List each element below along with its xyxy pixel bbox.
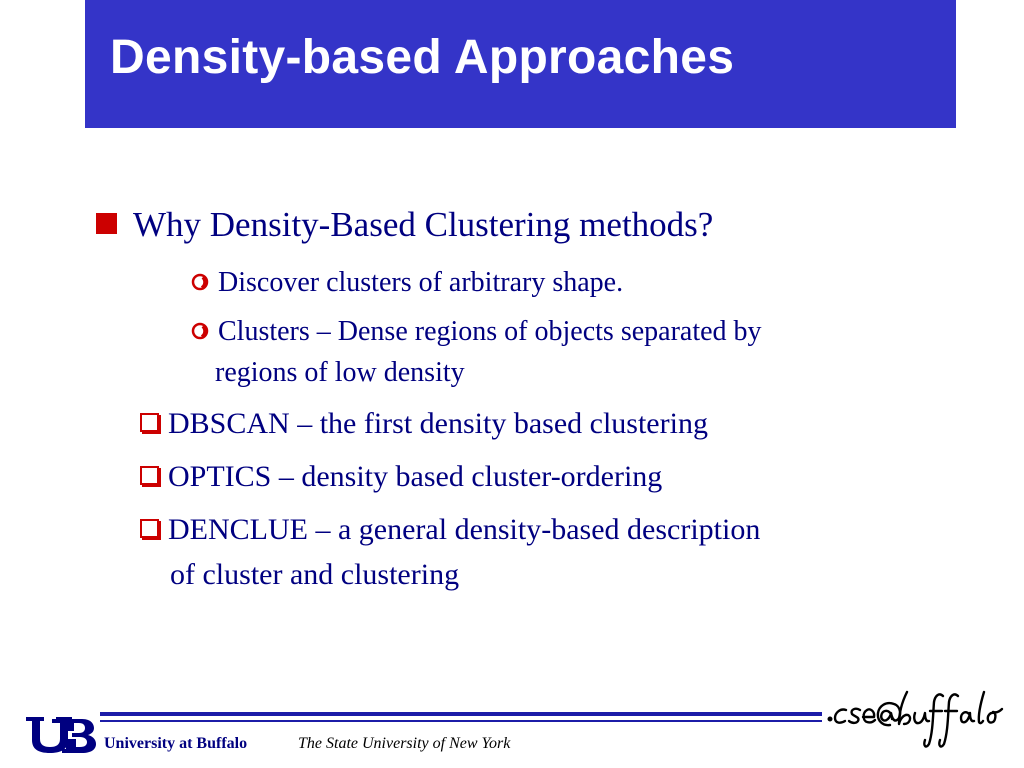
sub-point-1-text: Discover clusters of arbitrary shape.	[218, 267, 624, 298]
state-university-name: The State University of New York	[298, 735, 511, 752]
question-bullet	[96, 205, 713, 245]
algorithm-denclue-continuation: of cluster and clustering	[170, 558, 460, 591]
algorithm-dbscan	[140, 407, 708, 441]
footer-rule	[100, 712, 822, 716]
algorithm-optics-text: OPTICS – density based cluster-ordering	[168, 460, 663, 493]
algorithm-optics	[140, 460, 662, 494]
question-text: Why Density-Based Clustering methods?	[133, 205, 714, 244]
cse-buffalo-logo	[822, 686, 1008, 757]
sub-point-1	[191, 267, 623, 299]
slide-title: Density-based Approaches	[110, 31, 735, 84]
filled-square-icon	[96, 213, 117, 234]
round-bullet-icon	[191, 267, 209, 285]
algorithm-denclue	[140, 513, 760, 547]
shadowed-square-icon	[140, 413, 159, 432]
sub-point-2-text: Clusters – Dense regions of objects separated by	[218, 316, 762, 347]
algorithm-dbscan-text: DBSCAN – the first density based clustering	[168, 407, 708, 440]
algorithm-denclue-text: DENCLUE – a general density-based description	[168, 513, 761, 546]
footer-rule-thin	[100, 720, 822, 722]
round-bullet-icon	[191, 316, 209, 334]
ub-logo	[22, 713, 98, 760]
shadowed-square-icon	[140, 519, 159, 538]
sub-point-2-continuation: regions of low density	[215, 357, 465, 388]
university-name: University at Buffalo	[104, 735, 248, 752]
sub-point-2	[191, 316, 762, 348]
shadowed-square-icon	[140, 466, 159, 485]
